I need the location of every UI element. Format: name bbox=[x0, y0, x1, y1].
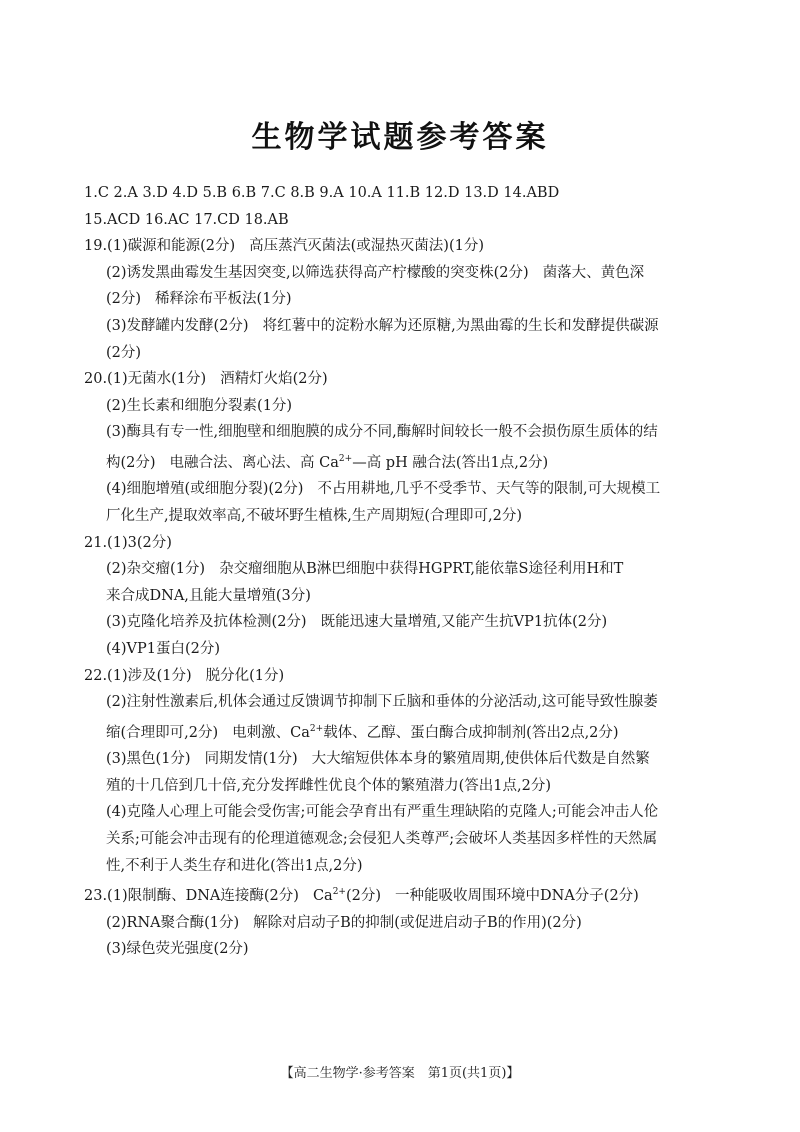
q22-part3-c: 大大缩短供体本身的繁殖周期,使供体后代数是自然繁 bbox=[311, 751, 650, 768]
q19-part3 bbox=[84, 313, 734, 340]
q22-part3-a: (3)黑色(1分) bbox=[106, 751, 191, 768]
q20-part4-a: (4)细胞增殖(或细胞分裂)(2分) bbox=[106, 481, 304, 498]
mc-answers-line-2: 15.ACD 16.AC 17.CD 18.AB bbox=[84, 211, 289, 228]
q22-part4: (4)克隆人心理上可能会受伤害;可能会孕育出有严重生理缺陷的克隆人;可能会冲击人伦 bbox=[106, 804, 659, 821]
q22-carrier-text: 载体、乙醇、蛋白酶合成抑制剂(答出2点,2分) bbox=[323, 724, 619, 741]
q23-part1 bbox=[84, 879, 734, 909]
q20-part3-b: 构(2分) bbox=[106, 454, 156, 471]
q22-ca-text: 电刺激、Ca bbox=[232, 724, 310, 741]
q21-part1: 21.(1)3(2分) bbox=[84, 534, 172, 551]
q23-part1-b bbox=[313, 888, 381, 904]
mc-answers-line-1: 1.C 2.A 3.D 4.D 5.B 6.B 7.C 8.B 9.A 10.A 11.B 12.D 13.D 14.ABD bbox=[84, 185, 560, 201]
q23-part1-a: 23.(1)限制酶、DNA连接酶(2分) bbox=[84, 887, 299, 904]
q20-part4 bbox=[84, 476, 734, 503]
q23-part3: (3)绿色荧光强度(2分) bbox=[106, 941, 249, 958]
q20-part4-cont: 厂化生产,提取效率高,不破坏野生植株,生产周期短(合理即可,2分) bbox=[106, 507, 522, 524]
q22-part2: (2)注射性激素后,机体会通过反馈调节抑制下丘脑和垂体的分泌活动,这可能导致性腺萎 bbox=[106, 694, 658, 711]
q19-part1-b: 高压蒸汽灭菌法(或湿热灭菌法)(1分) bbox=[249, 238, 484, 255]
q22-part2-c bbox=[232, 725, 618, 741]
q23-ca-superscript: 2+ bbox=[332, 887, 346, 898]
q19-part2-a: (2)诱发黑曲霉发生基因突变,以筛选获得高产柠檬酸的突变株(2分) bbox=[106, 264, 529, 281]
q20-part3: (3)酶具有专一性,细胞壁和细胞膜的成分不同,酶解时间较长一般不会损伤原生质体的结 bbox=[106, 424, 658, 441]
page-title: 生物学试题参考答案 bbox=[251, 120, 549, 155]
q19-part3-a: (3)发酵罐内发酵(2分) bbox=[106, 317, 249, 334]
q20-part1-b: 酒精灯火焰(2分) bbox=[220, 371, 328, 388]
q19-part2 bbox=[84, 260, 734, 287]
q21-part2-b: 杂交瘤细胞从B淋巴细胞中获得HGPRT,能依靠S途径利用H和T bbox=[219, 561, 624, 578]
q22-part4-cont-1: 关系;可能会冲击现有的伦理道德观念;会侵犯人类尊严;会破坏人类基因多样性的天然属 bbox=[106, 830, 658, 847]
q21-part3-b: 既能迅速大量增殖,又能产生抗VP1抗体(2分) bbox=[320, 614, 608, 631]
q19-part2-cont bbox=[84, 286, 734, 313]
q23-part1-c: 一种能吸收周围环境中DNA分子(2分) bbox=[395, 887, 639, 904]
page-footer: 【高二生物学·参考答案 第1页(共1页)】 bbox=[280, 1066, 520, 1081]
q21-part3-a: (3)克隆化培养及抗体检测(2分) bbox=[106, 614, 307, 631]
q19-part2-c: (2分) bbox=[106, 291, 142, 308]
q23-ca-text: Ca bbox=[312, 887, 333, 904]
q23-part2-a: (2)RNA聚合酶(1分) bbox=[106, 914, 240, 931]
q20-part3-c bbox=[170, 455, 549, 471]
q22-part2-cont bbox=[84, 716, 734, 746]
q19-part2-b: 菌落大、黄色深 bbox=[542, 264, 645, 281]
q20-ph-text: —高 pH 融合法(答出1点,2分) bbox=[352, 454, 549, 471]
q22-part1-a: 22.(1)涉及(1分) bbox=[84, 667, 192, 684]
q22-part3 bbox=[84, 746, 734, 773]
q19-part2-d: 稀释涂布平板法(1分) bbox=[155, 291, 292, 308]
q21-part2-a: (2)杂交瘤(1分) bbox=[106, 561, 206, 578]
q20-part2: (2)生长素和细胞分裂素(1分) bbox=[106, 397, 293, 414]
q22-part3-b: 同期发情(1分) bbox=[204, 751, 298, 768]
q22-ca-superscript: 2+ bbox=[309, 723, 324, 734]
q22-part4-cont-2: 性,不利于人类生存和进化(答出1点,2分) bbox=[106, 857, 363, 874]
q23-ca-score: (2分) bbox=[345, 887, 382, 904]
q21-part2 bbox=[84, 556, 734, 583]
q19-part1-a: 19.(1)碳源和能源(2分) bbox=[84, 238, 236, 255]
q19-part3-cont: (2分) bbox=[106, 344, 142, 361]
q21-part4: (4)VP1蛋白(2分) bbox=[106, 640, 221, 657]
q19-part3-b: 将红薯中的淀粉水解为还原糖,为黑曲霉的生长和发酵提供碳源 bbox=[262, 317, 659, 334]
q21-part3 bbox=[84, 609, 734, 636]
q20-part3-cont bbox=[84, 446, 734, 476]
q23-part2 bbox=[84, 910, 734, 937]
q22-part2-b: 缩(合理即可,2分) bbox=[106, 724, 219, 741]
q20-ca-text: 电融合法、离心法、高 Ca bbox=[169, 454, 339, 471]
q19-part1 bbox=[84, 233, 734, 260]
q20-part1 bbox=[84, 366, 734, 393]
q22-part1 bbox=[84, 663, 734, 690]
q21-part2-cont: 来合成DNA,且能大量增殖(3分) bbox=[106, 587, 311, 604]
answer-content bbox=[84, 180, 734, 963]
q20-part4-b: 不占用耕地,几乎不受季节、天气等的限制,可大规模工 bbox=[317, 481, 661, 498]
q23-part2-b: 解除对启动子B的抑制(或促进启动子B的作用)(2分) bbox=[253, 914, 582, 931]
q22-part1-b: 脱分化(1分) bbox=[205, 667, 285, 684]
q22-part3-cont: 殖的十几倍到几十倍,充分发挥雌性优良个体的繁殖潜力(答出1点,2分) bbox=[106, 777, 551, 794]
q20-part1-a: 20.(1)无菌水(1分) bbox=[84, 371, 207, 388]
q20-ca-superscript: 2+ bbox=[338, 453, 353, 464]
